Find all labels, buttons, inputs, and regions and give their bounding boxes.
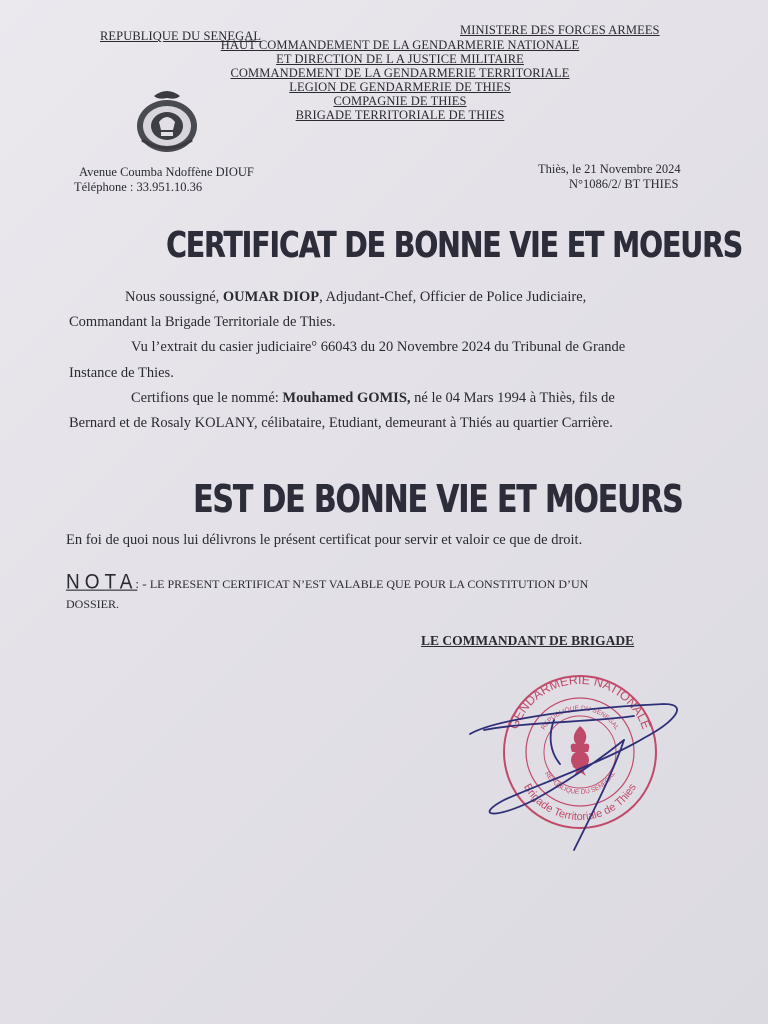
paragraph-2-line-2: Instance de Thies.	[69, 365, 174, 381]
paragraph-1-line-1	[125, 285, 586, 310]
paragraph-3-line-1	[131, 386, 615, 411]
nota-text: LE PRESENT CERTIFICAT N’EST VALABLE QUE POUR LA CONSTITUTION D’UN	[149, 577, 589, 591]
nota-line-2: DOSSIER.	[66, 597, 120, 611]
date-block	[538, 162, 681, 192]
reference-number: N°1086/2/ BT THIES	[569, 177, 679, 191]
paragraph-2-line-1: Vu l’extrait du casier judiciaire° 66043 du 20 Novembre 2024 du Tribunal de Grande	[131, 339, 626, 355]
ministry-header: MINISTERE DES FORCES ARMEES	[460, 23, 660, 37]
svg-text:GENDARMERIE NATIONALE	[507, 673, 654, 731]
stamp-outer-top: GENDARMERIE NATIONALE	[506, 672, 654, 732]
stamp-outer-bottom: Brigade Territoriale de Thies	[521, 781, 639, 824]
p1-rest: , Adjudant-Chef, Officier de Police Judiciaire,	[319, 289, 587, 305]
nota-line-1	[66, 572, 588, 594]
closing-statement: En foi de quoi nous lui délivrons le présent certificat pour servir et valoir ce que de droit.	[66, 532, 583, 548]
issue-date: Thiès, le 21 Novembre 2024	[538, 162, 681, 176]
stamp-inner-bottom: REPUBLIQUE DU SENEGAL	[543, 770, 617, 797]
header-line-5: COMPAGNIE DE THIES	[333, 94, 467, 108]
official-stamp	[464, 660, 694, 860]
header-line-2: ET DIRECTION DE L A JUSTICE MILITAIRE	[276, 52, 524, 66]
verdict-heading: EST DE BONNE VIE ET MOEURS	[193, 477, 683, 521]
street-address: Avenue Coumba Ndoffène DIOUF	[79, 165, 254, 179]
p3-intro: Certifions que le nommé:	[131, 390, 283, 406]
header-line-1: HAUT COMMANDEMENT DE LA GENDARMERIE NATIONALE	[220, 38, 580, 52]
header-line-3: COMMANDEMENT DE LA GENDARMERIE TERRITORIALE	[230, 66, 570, 80]
nota-separator: : -	[135, 576, 150, 591]
p1-intro: Nous soussigné,	[125, 289, 223, 305]
address-block	[74, 165, 254, 195]
paragraph-3-line-2: Bernard et de Rosaly KOLANY, célibataire, Etudiant, demeurant à Thiés au quartier Carrière.	[69, 415, 613, 431]
paragraph-1-line-2: Commandant la Brigade Territoriale de Thies.	[69, 314, 336, 330]
header-line-4: LEGION DE GENDARMERIE DE THIES	[289, 80, 511, 94]
gendarmerie-emblem-icon	[132, 86, 202, 156]
document-title: CERTIFICAT DE BONNE VIE ET MOEURS	[166, 225, 742, 266]
signature-title: LE COMMANDANT DE BRIGADE	[421, 633, 635, 648]
phone-number: Téléphone : 33.951.10.36	[74, 180, 203, 194]
subject-name: Mouhamed GOMIS,	[282, 390, 411, 406]
nota-label: NOTA	[66, 570, 138, 594]
p3-rest: né le 04 Mars 1994 à Thiès, fils de	[410, 390, 615, 406]
stamp-inner-top: REPUBLIQUE DU SENEGAL	[539, 704, 621, 732]
republic-header: REPUBLIQUE DU SENEGAL	[100, 29, 262, 43]
header-line-6: BRIGADE TERRITORIALE DE THIES	[295, 108, 505, 122]
officer-name: OUMAR DIOP	[222, 289, 320, 305]
